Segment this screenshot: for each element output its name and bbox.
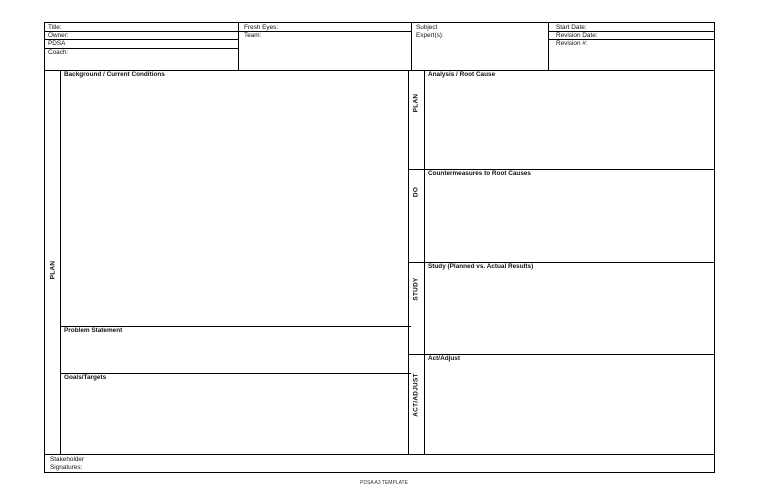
header-row-line bbox=[548, 39, 715, 40]
team-field[interactable] bbox=[241, 32, 411, 40]
background-label: Background / Current Conditions bbox=[64, 71, 165, 78]
experts-field[interactable] bbox=[413, 32, 548, 40]
signatures-field[interactable] bbox=[47, 464, 347, 472]
goals-label: Goals/Targets bbox=[64, 374, 107, 381]
signatures-label: Signatures: bbox=[50, 464, 83, 471]
background-section[interactable] bbox=[61, 71, 411, 80]
header-row-line bbox=[45, 31, 411, 32]
header-row-line bbox=[548, 31, 715, 32]
act-adjust-label: Act/Adjust bbox=[428, 355, 460, 362]
stakeholder-field[interactable] bbox=[47, 456, 347, 464]
owner-label: Owner: bbox=[48, 32, 69, 39]
revision-number-field[interactable] bbox=[553, 40, 713, 48]
act-adjust-section[interactable] bbox=[425, 355, 713, 364]
countermeasures-section[interactable] bbox=[425, 170, 713, 179]
header-col-line bbox=[548, 23, 549, 70]
study-label: Study (Planned vs. Actual Results) bbox=[428, 263, 534, 270]
right-plan-phase-label: PLAN bbox=[412, 93, 420, 113]
study-phase-label: STUDY bbox=[412, 277, 420, 301]
pdsa-field[interactable] bbox=[45, 40, 238, 48]
coach-field[interactable] bbox=[45, 49, 238, 57]
pdsa-label: PDSA bbox=[48, 40, 66, 47]
study-section[interactable] bbox=[425, 263, 713, 272]
revision-number-label: Revision #: bbox=[556, 40, 588, 47]
header-row-line bbox=[45, 39, 238, 40]
subject-label: Subject bbox=[416, 24, 438, 31]
left-phase-divider bbox=[60, 70, 61, 454]
header-row-line bbox=[45, 48, 238, 49]
countermeasures-label: Countermeasures to Root Causes bbox=[428, 170, 531, 177]
a3-form bbox=[44, 22, 715, 473]
problem-statement-label: Problem Statement bbox=[64, 327, 123, 334]
problem-statement-section[interactable] bbox=[61, 327, 411, 336]
subject-field[interactable] bbox=[413, 24, 548, 32]
stakeholder-label: Stakeholder bbox=[50, 456, 85, 463]
header-col-line bbox=[411, 23, 412, 70]
act-adjust-phase-label: ACT/ADJUST bbox=[412, 373, 420, 417]
experts-label: Expert(s): bbox=[416, 32, 444, 39]
do-phase-label: DO bbox=[412, 186, 420, 198]
revision-date-label: Revision Date: bbox=[556, 32, 598, 39]
title-label: Title: bbox=[48, 24, 62, 31]
goals-section[interactable] bbox=[61, 374, 411, 383]
template-footer: PDSA A3 TEMPLATE bbox=[360, 480, 408, 486]
analysis-section[interactable] bbox=[425, 71, 713, 80]
analysis-label: Analysis / Root Cause bbox=[428, 71, 496, 78]
start-date-label: Start Date: bbox=[556, 24, 587, 31]
team-label: Team: bbox=[244, 32, 262, 39]
header-col-line bbox=[238, 23, 239, 70]
fresh-eyes-label: Fresh Eyes: bbox=[244, 24, 279, 31]
left-plan-phase-label: PLAN bbox=[49, 260, 57, 280]
coach-label: Coach: bbox=[48, 49, 69, 56]
stakeholder-top-line bbox=[45, 454, 715, 455]
